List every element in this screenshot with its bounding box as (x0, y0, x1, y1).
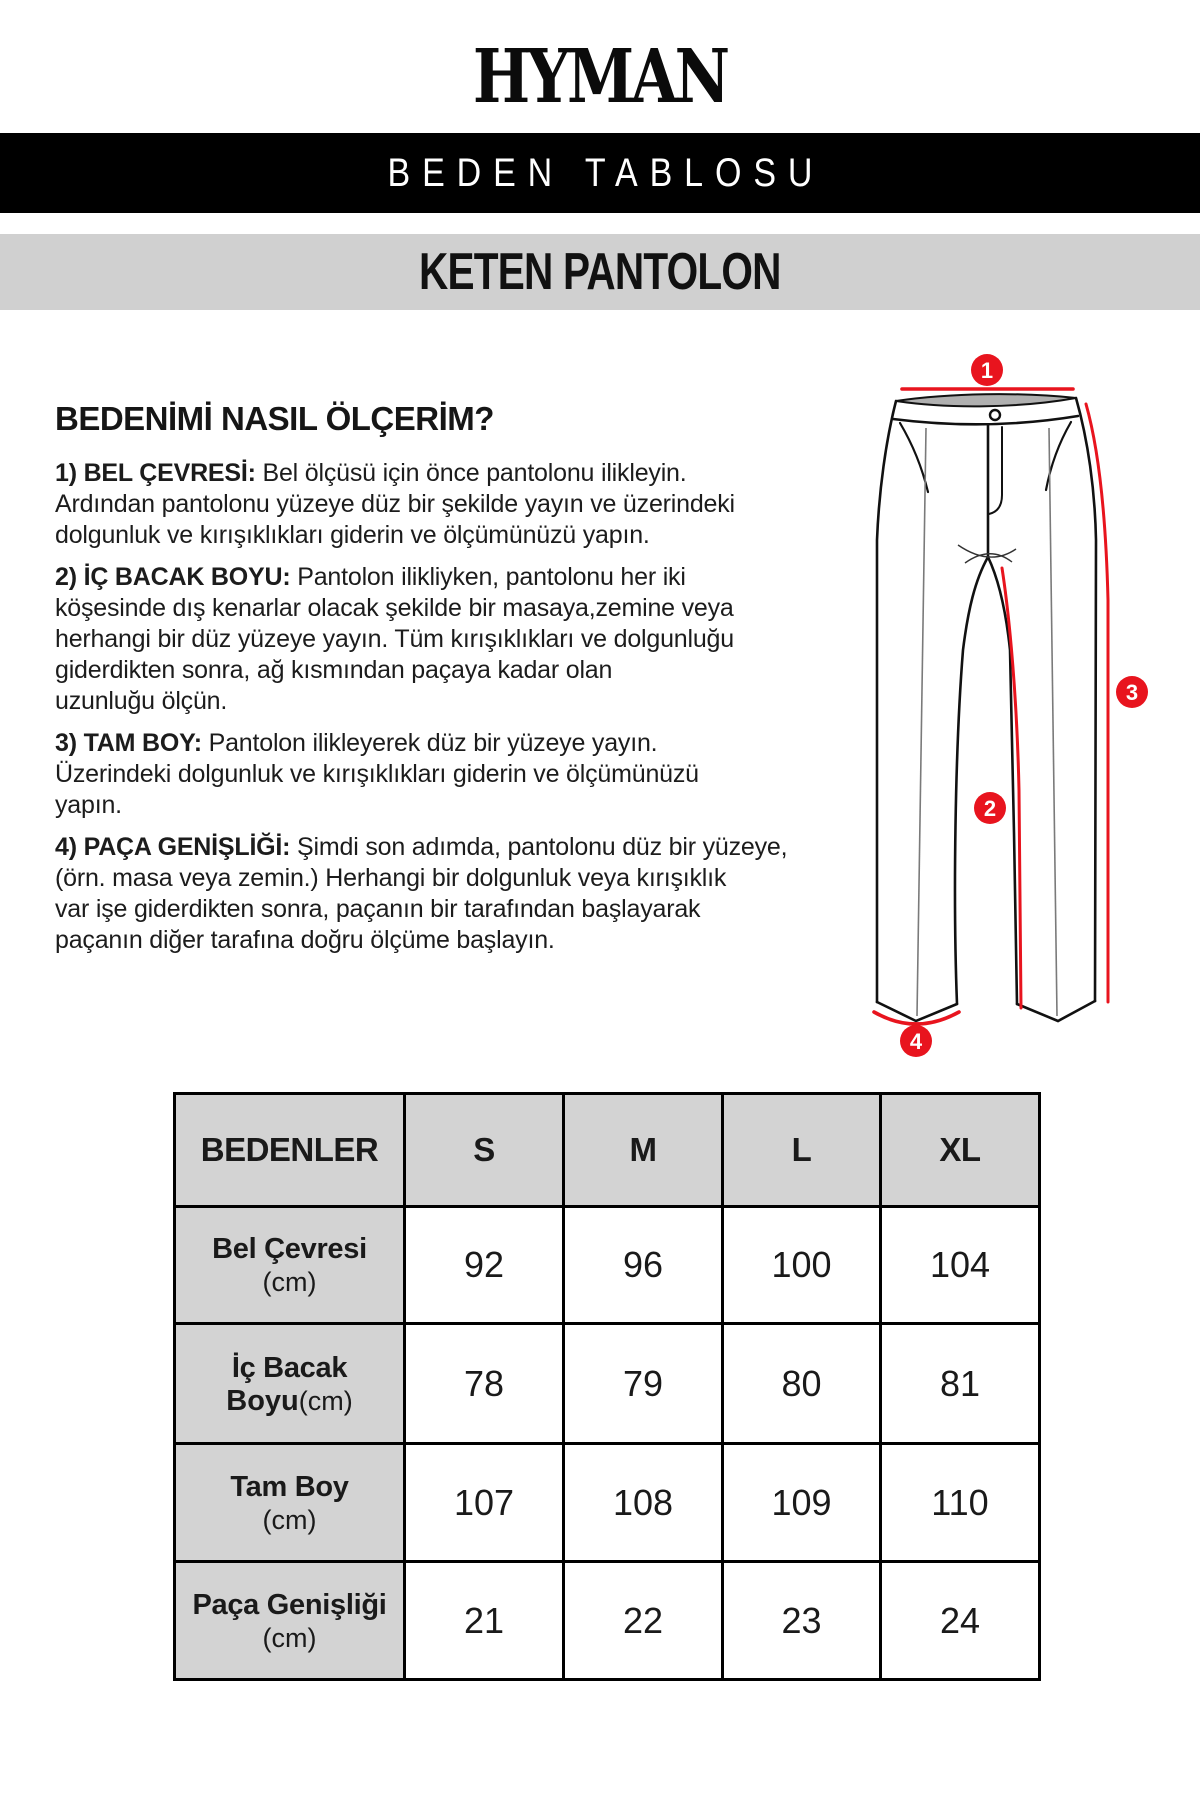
measurement-value: 21 (405, 1562, 564, 1680)
instruction-step: 2) İÇ BACAK BOYU: Pantolon ilikliyken, pantolonu her iki köşesinde dış kenarlar olacak şekilde bir masaya,zemine veya herhangi bir düz yüzeye yayın. Tüm kırışıklıkları ve dolgunluğu giderdikten sonra, ağ kısmından paçaya kadar olan uzunluğu ölçün. (55, 563, 734, 715)
size-table-row (175, 1562, 1040, 1680)
instruction-step-label: 4) PAÇA GENİŞLİĞİ: (55, 833, 291, 861)
measurement-value: 109 (723, 1444, 881, 1562)
marker-3-label: 3 (1125, 680, 1139, 705)
measurement-label: İç Bacak Boyu(cm) (175, 1324, 405, 1444)
measurement-value: 107 (405, 1444, 564, 1562)
instruction-step: 1) BEL ÇEVRESİ: Bel ölçüsü için önce pantolonu ilikleyin. Ardından pantolonu yüzeye düz bir şekilde yayın ve üzerindeki dolgunluk ve kırışıklıkları giderin ve ölçümünüzü yapın. (55, 459, 735, 549)
brand-logo-text: HYMAN (473, 34, 727, 120)
instruction-step-label: 1) BEL ÇEVRESİ: (55, 459, 256, 487)
instruction-step: 4) PAÇA GENİŞLİĞİ: Şimdi son adımda, pantolonu düz bir yüzeye, (örn. masa veya zemin.) Herhangi bir dolgunluk veya kırışıklık var işe giderdikten sonra, paçanın bir tarafından başlayarak paçanın diğer tarafına doğru ölçüme başlayın. (55, 833, 788, 954)
measurement-value: 110 (881, 1444, 1040, 1562)
size-table-row (175, 1324, 1040, 1444)
measurement-label: Tam Boy (cm) (175, 1444, 405, 1562)
measurement-value: 81 (881, 1324, 1040, 1444)
size-table-row (175, 1207, 1040, 1324)
measurement-label: Paça Genişliği (cm) (175, 1562, 405, 1680)
size-column-header: BEDENLER (175, 1094, 405, 1207)
product-name-banner (0, 234, 1200, 310)
size-table-banner (0, 133, 1200, 213)
measurement-value: 92 (405, 1207, 564, 1324)
size-column-header: M (564, 1094, 723, 1207)
size-column-header: XL (881, 1094, 1040, 1207)
waistband-inner (896, 394, 1076, 406)
instruction-steps (55, 458, 845, 956)
measurement-label: Bel Çevresi (cm) (175, 1207, 405, 1324)
size-column-header: S (405, 1094, 564, 1207)
measurement-value: 80 (723, 1324, 881, 1444)
size-column-header: L (723, 1094, 881, 1207)
marker-4-label: 4 (909, 1029, 923, 1054)
full-length-measure-line (1086, 404, 1108, 1002)
product-name-label: KETEN PANTOLON (419, 243, 781, 301)
measurement-value: 78 (405, 1324, 564, 1444)
instruction-step-label: 3) TAM BOY: (55, 729, 202, 757)
size-table (173, 1092, 1041, 1681)
measurement-value: 100 (723, 1207, 881, 1324)
pants-diagram (850, 330, 1160, 1070)
inseam-measure-line (1002, 568, 1021, 1008)
measurement-value: 22 (564, 1562, 723, 1680)
brand-logo (0, 34, 1200, 120)
size-table-row (175, 1444, 1040, 1562)
measurement-lines (874, 389, 1108, 1024)
marker-1-label: 1 (980, 358, 994, 383)
measurement-value: 96 (564, 1207, 723, 1324)
marker-2-label: 2 (983, 796, 997, 821)
size-table-banner-label: BEDEN TABLOSU (387, 150, 825, 195)
measurement-value: 79 (564, 1324, 723, 1444)
measurement-value: 23 (723, 1562, 881, 1680)
measurement-value: 104 (881, 1207, 1040, 1324)
instruction-step-label: 2) İÇ BACAK BOYU: (55, 563, 291, 591)
measurement-value: 108 (564, 1444, 723, 1562)
instructions-title: BEDENİMİ NASIL ÖLÇERİM? (55, 400, 494, 437)
instruction-step: 3) TAM BOY: Pantolon ilikleyerek düz bir yüzeye yayın. Üzerindeki dolgunluk ve kırışıklıkları giderin ve ölçümünüzü yapın. (55, 729, 699, 819)
measuring-instructions (55, 400, 845, 967)
size-table-header-row (175, 1094, 1040, 1207)
measurement-value: 24 (881, 1562, 1040, 1680)
waist-button (990, 410, 1000, 420)
pants-outline (877, 398, 1096, 1021)
measurement-markers (900, 354, 1148, 1057)
